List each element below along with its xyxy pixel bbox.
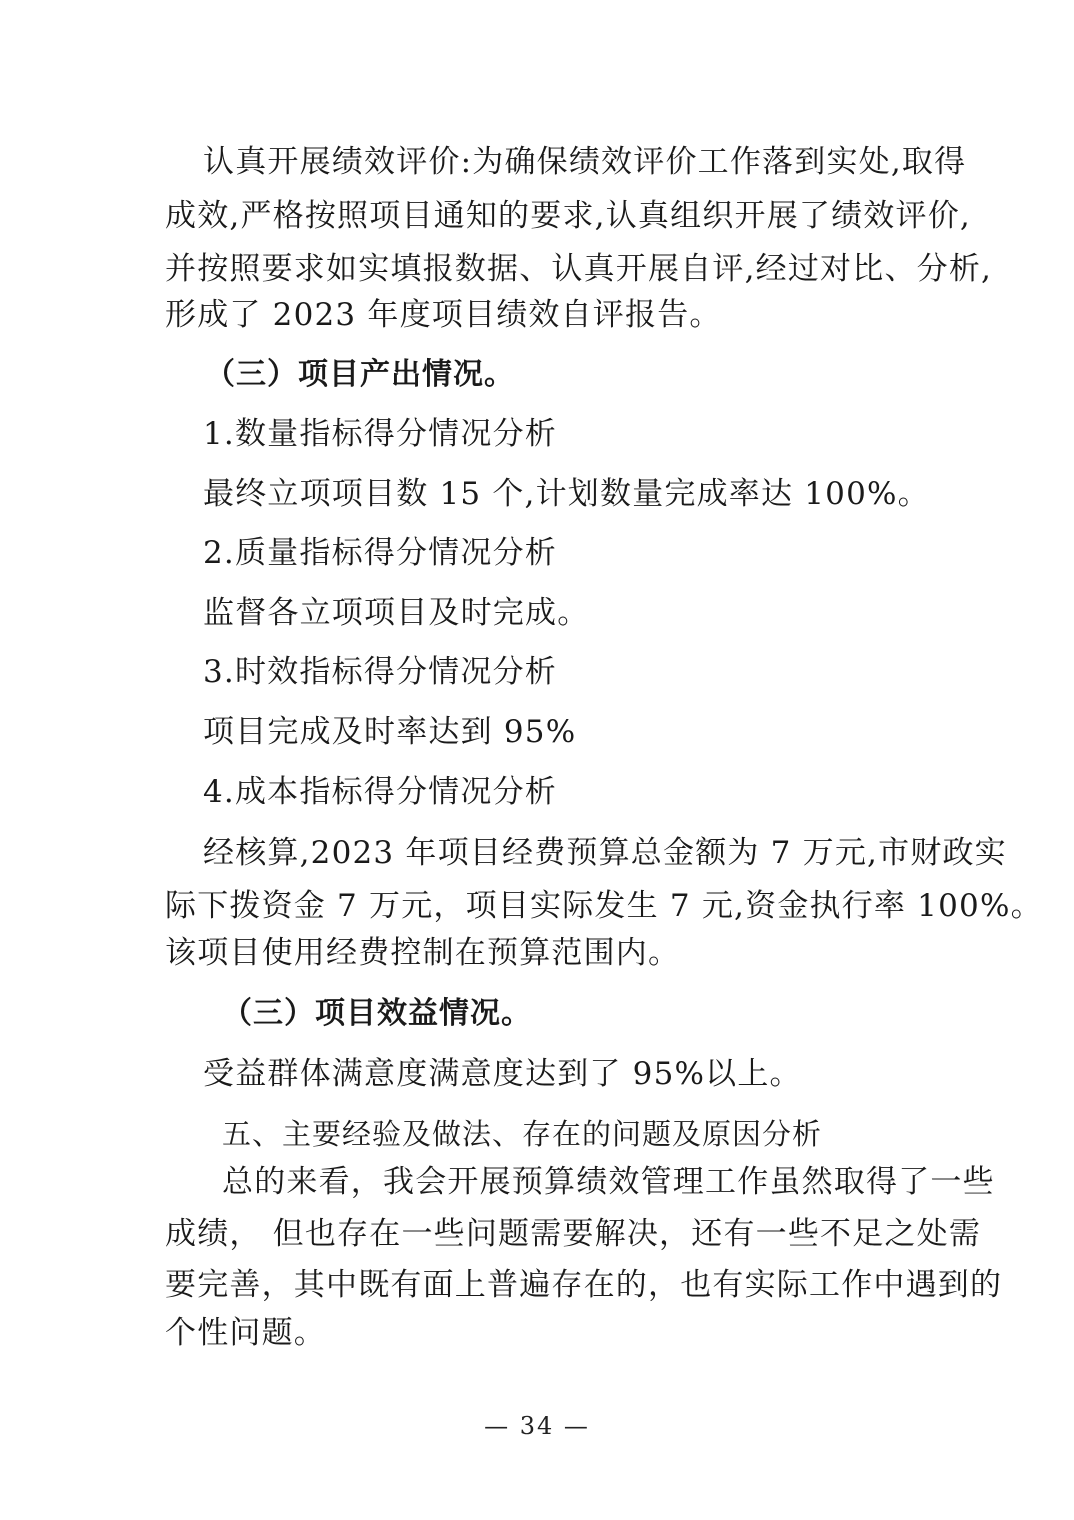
heading-project-output: （三）项目产出情况。	[205, 357, 515, 392]
quality-indicator-title: 2.质量指标得分情况分析	[203, 535, 557, 571]
cost-indicator-title: 4.成本指标得分情况分析	[203, 774, 557, 810]
paragraph-line: 形成了 2023 年度项目绩效自评报告。	[165, 297, 722, 333]
timeliness-indicator-title: 3.时效指标得分情况分析	[203, 654, 557, 690]
paragraph-line: 际下拨资金 7 万元，项目实际发生 7 元,资金执行率 100%。	[165, 888, 1043, 924]
paragraph-line: 经核算,2023 年项目经费预算总金额为 7 万元,市财政实	[203, 835, 1007, 871]
section-five-title: 五、主要经验及做法、存在的问题及原因分析	[222, 1117, 823, 1151]
paragraph-line: 认真开展绩效评价:为确保绩效评价工作落到实处,取得	[203, 144, 967, 180]
benefit-text: 受益群体满意度满意度达到了 95%以上。	[203, 1056, 802, 1092]
paragraph-line: 个性问题。	[165, 1315, 326, 1351]
heading-project-benefit: （三）项目效益情况。	[222, 996, 532, 1031]
quantity-indicator-text: 最终立项项目数 15 个,计划数量完成率达 100%。	[203, 476, 930, 512]
paragraph-line: 该项目使用经费控制在预算范围内。	[165, 935, 681, 971]
paragraph-line: 要完善，其中既有面上普遍存在的，也有实际工作中遇到的	[165, 1267, 1003, 1303]
timeliness-indicator-text: 项目完成及时率达到 95%	[203, 714, 577, 750]
paragraph-line: 成效,严格按照项目通知的要求,认真组织开展了绩效评价,	[165, 198, 971, 234]
quality-indicator-text: 监督各立项项目及时完成。	[203, 595, 590, 631]
paragraph-line: 并按照要求如实填报数据、认真开展自评,经过对比、分析,	[165, 251, 993, 287]
page-number: — 34 —	[484, 1412, 590, 1440]
quantity-indicator-title: 1.数量指标得分情况分析	[203, 416, 557, 452]
paragraph-line: 成绩， 但也存在一些问题需要解决，还有一些不足之处需	[165, 1216, 982, 1252]
paragraph-line: 总的来看，我会开展预算绩效管理工作虽然取得了一些	[222, 1164, 995, 1200]
